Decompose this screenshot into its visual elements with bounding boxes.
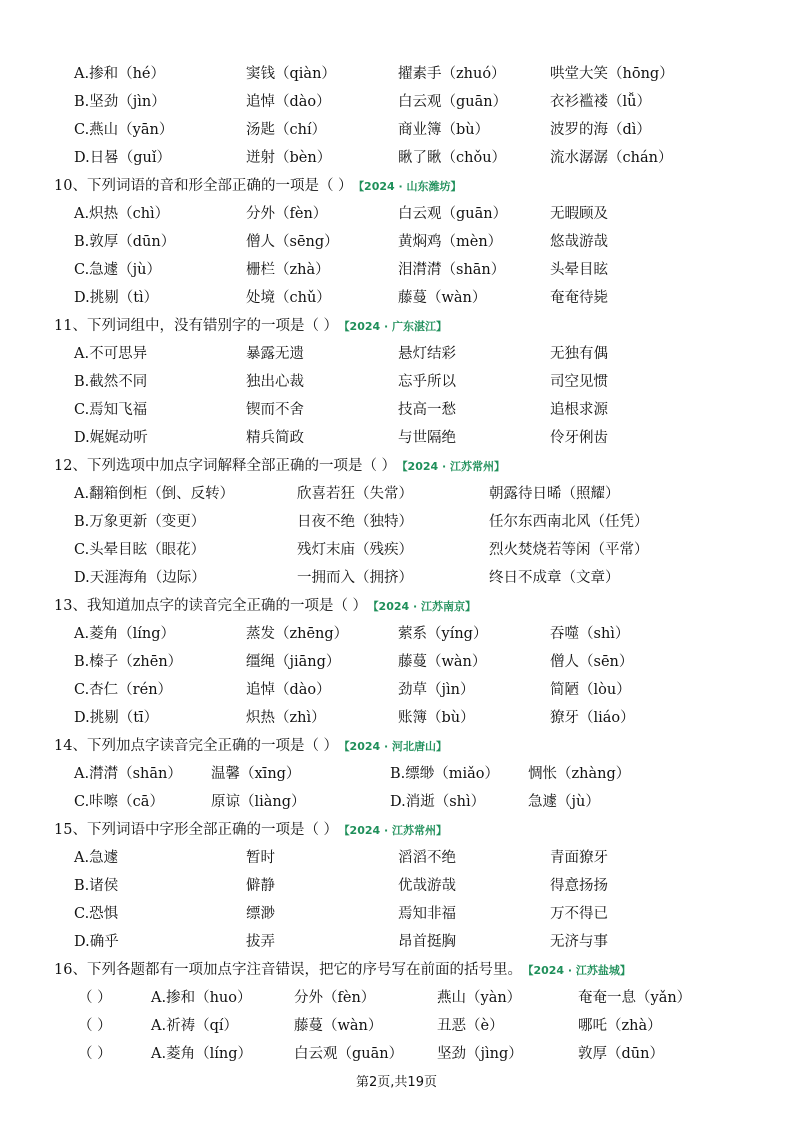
option-row [0, 508, 793, 536]
option-row [0, 1040, 793, 1068]
option-cell: 波罗的海（dì） [550, 122, 651, 138]
option-cell: C.焉知飞福 [74, 402, 148, 418]
option-cell: D.娓娓动听 [74, 430, 148, 446]
question-stem [0, 816, 793, 844]
option-cell: 奄奄待毙 [550, 290, 608, 306]
question-text [54, 172, 462, 201]
option-row [0, 424, 793, 452]
option-cell: 独出心裁 [246, 374, 304, 390]
option-cell: 账簿（bù） [398, 710, 475, 726]
option-cell: 原谅（liàng） [211, 794, 306, 810]
option-cell: 敦厚（dūn） [578, 1046, 664, 1062]
option-cell: 燕山（yàn） [437, 990, 522, 1006]
option-cell: 惆怅（zhàng） [528, 766, 631, 782]
question-stem-text: 14、下列加点字读音完全正确的一项是（ ） [54, 738, 339, 754]
option-cell: B.诸侯 [74, 878, 119, 894]
option-cell: 拔弄 [246, 934, 275, 950]
option-cell: 僻静 [246, 878, 275, 894]
option-row [0, 144, 793, 172]
answer-blank: （ ） [78, 1046, 112, 1062]
option-cell: 分外（fèn） [246, 206, 328, 222]
page-footer: 第2页,共19页 [356, 1075, 437, 1090]
option-cell: 追根求源 [550, 402, 608, 418]
question-text [54, 956, 631, 985]
option-cell: 温馨（xīng） [211, 766, 301, 782]
option-cell: A.掺和（hé） [74, 66, 165, 82]
source-tag: 【2024 · 广东湛江】 [344, 320, 448, 333]
option-cell: 栅栏（zhà） [246, 262, 330, 278]
question-stem [0, 592, 793, 620]
question-stem-text: 13、我知道加点字的读音完全正确的一项是（ ） [54, 598, 368, 614]
option-cell: 头晕目眩 [550, 262, 608, 278]
option-cell: 萦系（yíng） [398, 626, 488, 642]
source-tag: 【2024 · 江苏常州】 [344, 824, 448, 837]
option-cell: 青面獠牙 [550, 850, 608, 866]
question-stem-text: 15、下列词语中字形全部正确的一项是（ ） [54, 822, 339, 838]
option-row [0, 928, 793, 956]
option-cell: 无独有偶 [550, 346, 608, 362]
option-cell: A.潸潸（shān） [74, 766, 182, 782]
option-row [0, 200, 793, 228]
option-cell: A.菱角（líng） [151, 1046, 252, 1062]
option-cell: B.坚劲（jìn） [74, 94, 166, 110]
option-cell: D.挑剔（tī） [74, 710, 159, 726]
option-cell: 急遽（jù） [528, 794, 600, 810]
option-cell: 一拥而入（拥挤） [297, 570, 413, 586]
option-row [0, 844, 793, 872]
option-cell: 黄焖鸡（mèn） [398, 234, 503, 250]
question-stem-text: 10、下列词语的音和形全部正确的一项是（ ） [54, 178, 353, 194]
option-cell: 得意扬扬 [550, 878, 608, 894]
option-cell: 终日不成章（文章） [489, 570, 620, 586]
option-cell: 泪潸潸（shān） [398, 262, 506, 278]
option-cell: 昂首挺胸 [398, 934, 456, 950]
answer-blank: （ ） [78, 990, 112, 1006]
option-cell: 分外（fèn） [294, 990, 376, 1006]
option-row [0, 564, 793, 592]
option-row [0, 60, 793, 88]
option-cell: A.炽热（chì） [74, 206, 170, 222]
option-cell: 奄奄一息（yǎn） [578, 990, 692, 1006]
option-row [0, 480, 793, 508]
option-row [0, 368, 793, 396]
option-cell: D.日晷（guǐ） [74, 150, 171, 166]
option-cell: 汤匙（chí） [246, 122, 327, 138]
option-cell: D.天涯海角（边际） [74, 570, 206, 586]
question-stem-text: 12、下列选项中加点字词解释全部正确的一项是（ ） [54, 458, 397, 474]
option-row [0, 788, 793, 816]
option-cell: 缥渺 [246, 906, 275, 922]
option-row [0, 284, 793, 312]
option-cell: C.燕山（yān） [74, 122, 174, 138]
option-cell: 白云观（guān） [398, 206, 508, 222]
option-cell: 獠牙（liáo） [550, 710, 635, 726]
option-cell: 藤蔓（wàn） [398, 290, 487, 306]
option-row [0, 648, 793, 676]
option-cell: 追悼（dào） [246, 94, 331, 110]
option-cell: C.头晕目眩（眼花） [74, 542, 206, 558]
option-cell: D.挑剔（tì） [74, 290, 159, 306]
option-row [0, 256, 793, 284]
option-cell: A.翻箱倒柜（倒、反转） [74, 486, 235, 502]
option-cell: 窦钱（qiàn） [246, 66, 336, 82]
question-stem [0, 732, 793, 760]
option-row [0, 88, 793, 116]
option-cell: 焉知非福 [398, 906, 456, 922]
option-cell: 与世隔绝 [398, 430, 456, 446]
option-cell: 商业簿（bù） [398, 122, 490, 138]
option-cell: 简陋（lòu） [550, 682, 631, 698]
option-cell: C.咔嚓（cā） [74, 794, 164, 810]
option-cell: D.消逝（shì） [390, 794, 486, 810]
option-cell: 烈火焚烧若等闲（平常） [489, 542, 649, 558]
option-cell: 残灯末庙（残疾） [297, 542, 413, 558]
option-cell: 哄堂大笑（hōng） [550, 66, 674, 82]
option-cell: A.掺和（huo） [151, 990, 252, 1006]
option-cell: 司空见惯 [550, 374, 608, 390]
option-cell: 吞噬（shì） [550, 626, 630, 642]
option-row [0, 620, 793, 648]
option-cell: 伶牙俐齿 [550, 430, 608, 446]
option-cell: 锲而不舍 [246, 402, 304, 418]
question-text [54, 452, 505, 481]
option-cell: 擢素手（zhuó） [398, 66, 506, 82]
option-cell: 僧人（sēng） [246, 234, 339, 250]
option-cell: 无暇顾及 [550, 206, 608, 222]
source-tag: 【2024 · 河北唐山】 [344, 740, 448, 753]
option-cell: 日夜不绝（独特） [297, 514, 413, 530]
option-cell: 欣喜若狂（失常） [297, 486, 413, 502]
option-row [0, 872, 793, 900]
option-cell: B.截然不同 [74, 374, 148, 390]
option-cell: 藤蔓（wàn） [398, 654, 487, 670]
option-cell: 处境（chǔ） [246, 290, 331, 306]
option-cell: A.菱角（líng） [74, 626, 175, 642]
option-cell: 迸射（bèn） [246, 150, 332, 166]
option-cell: 僧人（sēn） [550, 654, 634, 670]
option-cell: 衣衫褴褛（lǚ） [550, 94, 651, 110]
option-cell: A.不可思异 [74, 346, 148, 362]
option-cell: 优哉游哉 [398, 878, 456, 894]
option-row [0, 984, 793, 1012]
option-cell: 技高一愁 [398, 402, 456, 418]
option-row [0, 760, 793, 788]
option-row [0, 676, 793, 704]
option-cell: B.敦厚（dūn） [74, 234, 176, 250]
option-cell: 暂时 [246, 850, 275, 866]
option-cell: B.万象更新（变更） [74, 514, 206, 530]
option-cell: 流水潺潺（chán） [550, 150, 673, 166]
option-row [0, 116, 793, 144]
option-row [0, 1012, 793, 1040]
option-cell: 悬灯结彩 [398, 346, 456, 362]
question-stem-text: 11、下列词组中，没有错别字的一项是（ ） [54, 318, 339, 334]
option-row [0, 396, 793, 424]
option-cell: 白云观（guān） [398, 94, 508, 110]
option-cell: 滔滔不绝 [398, 850, 456, 866]
option-cell: 哪吒（zhà） [578, 1018, 662, 1034]
option-cell: 任尔东西南北风（任凭） [489, 514, 649, 530]
answer-blank: （ ） [78, 1018, 112, 1034]
option-row [0, 900, 793, 928]
option-row [0, 228, 793, 256]
option-cell: 暴露无遗 [246, 346, 304, 362]
question-stem [0, 452, 793, 480]
option-cell: B.榛子（zhēn） [74, 654, 183, 670]
option-cell: 忘乎所以 [398, 374, 456, 390]
option-row [0, 536, 793, 564]
option-cell: D.确乎 [74, 934, 119, 950]
question-text [54, 312, 447, 341]
option-row [0, 340, 793, 368]
question-stem-text: 16、下列各题都有一项加点字注音错误，把它的序号写在前面的括号里。 [54, 962, 522, 978]
option-cell: C.急遽（jù） [74, 262, 162, 278]
question-stem [0, 312, 793, 340]
option-cell: 无济与事 [550, 934, 608, 950]
option-cell: 瞅了瞅（chǒu） [398, 150, 507, 166]
question-stem [0, 172, 793, 200]
option-cell: C.恐惧 [74, 906, 119, 922]
option-cell: 朝露待日晞（照耀） [489, 486, 620, 502]
option-cell: 坚劲（jìng） [437, 1046, 523, 1062]
question-text [54, 592, 476, 621]
source-tag: 【2024 · 江苏常州】 [402, 460, 506, 473]
option-cell: A.祈祷（qí） [151, 1018, 238, 1034]
option-cell: 万不得已 [550, 906, 608, 922]
option-cell: 白云观（guān） [294, 1046, 404, 1062]
option-cell: 藤蔓（wàn） [294, 1018, 383, 1034]
option-cell: B.缥缈（miǎo） [390, 766, 500, 782]
option-cell: 精兵简政 [246, 430, 304, 446]
option-cell: A.急遽 [74, 850, 119, 866]
option-cell: 追悼（dào） [246, 682, 331, 698]
source-tag: 【2024 · 江苏盐城】 [527, 964, 631, 977]
option-cell: 悠哉游哉 [550, 234, 608, 250]
source-tag: 【2024 · 山东潍坊】 [358, 180, 462, 193]
question-text [54, 732, 447, 761]
option-cell: 蒸发（zhēng） [246, 626, 349, 642]
option-cell: 缰绳（jiāng） [246, 654, 341, 670]
source-tag: 【2024 · 江苏南京】 [373, 600, 477, 613]
option-row [0, 704, 793, 732]
option-cell: 丑恶（è） [437, 1018, 504, 1034]
option-cell: 炽热（zhì） [246, 710, 326, 726]
question-text [54, 816, 447, 845]
question-stem [0, 956, 793, 984]
option-cell: 劲草（jìn） [398, 682, 475, 698]
option-cell: C.杏仁（rén） [74, 682, 173, 698]
